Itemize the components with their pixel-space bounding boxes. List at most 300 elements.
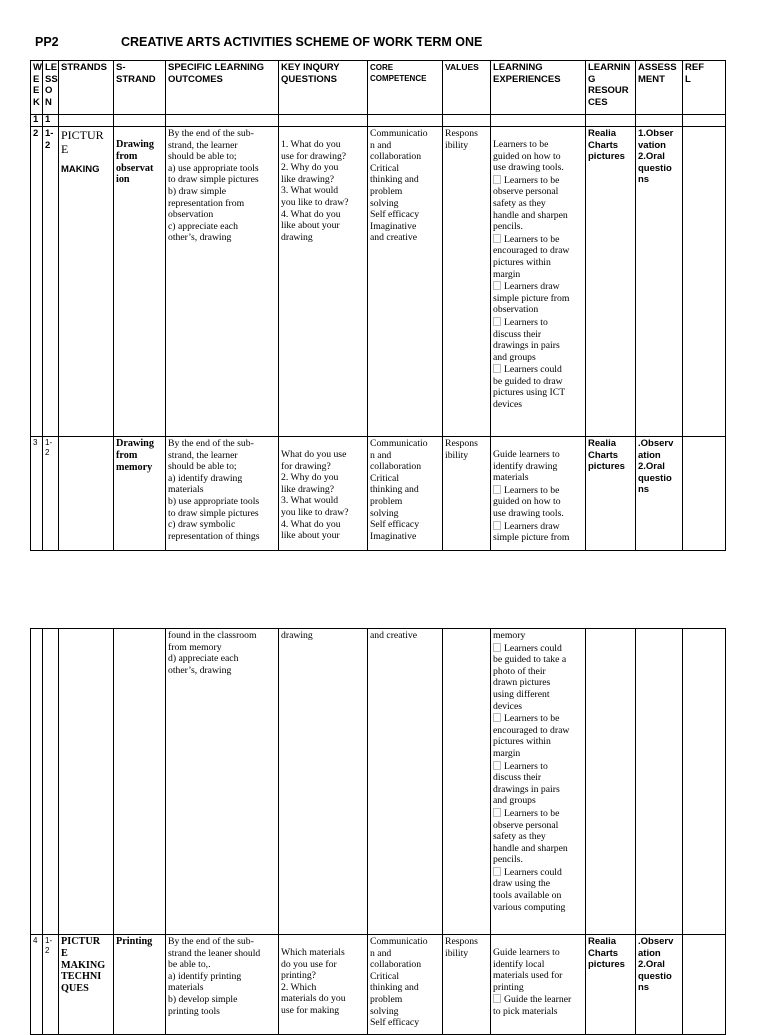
inquiry-questions [279,437,368,551]
bullet-box-icon [493,761,501,770]
text-line: collaboration [370,959,422,971]
text-line: EXPERIENCES [493,73,561,85]
text-line: strand, the learner [168,139,238,151]
core-competence [368,127,443,437]
values [443,935,491,1035]
learning-outcomes [166,935,279,1035]
experience-item [493,234,583,280]
text-line: materials do you [281,993,346,1005]
experience-item [493,317,583,363]
experience-item [493,713,583,759]
text-line: safety as they [493,197,546,209]
text-line: ibility [445,139,469,151]
text-line: representation from [168,197,245,209]
text-line: use for making [281,1004,340,1016]
text-line: you like to draw? [281,506,349,518]
text-line: using different [493,688,550,700]
text-line: use drawing tools. [493,507,564,519]
text-line: like drawing? [281,173,334,185]
text-line: printing [493,981,524,993]
col-experiences-header [491,61,586,115]
col-assessment-header [636,61,683,115]
text-line: photo of their [493,665,546,677]
text-line: ibility [445,449,469,461]
col-outcomes-header [166,61,279,115]
text-line: LEARNIN [588,62,631,73]
text-line: be able to,. [168,959,211,971]
text-line: materials used for [493,970,563,982]
text-line: G [588,73,596,85]
week-number: 2 [31,127,43,437]
week-number: 4 [31,935,43,1035]
table-row-week-3-continued [31,629,726,935]
text-line: other’s, drawing [168,664,232,676]
text-line: Learners to be [504,713,560,725]
learning-resources [586,437,636,551]
text-line: QUES [61,983,89,995]
text-line: thinking and [370,484,419,496]
text-line: Respons [445,438,478,449]
text-line: like drawing? [281,483,334,495]
substrand-name [114,437,166,551]
text-line: 2 [45,139,51,151]
text-line: By the end of the sub- [168,438,254,449]
text-line: Communicatio [370,936,428,947]
text-line: printing? [281,970,316,982]
text-line: Learners could [504,364,562,376]
lesson-number [43,437,59,551]
text-line: By the end of the sub- [168,128,254,139]
text-line: W [33,62,42,73]
text-line: Communicatio [370,438,428,449]
text-line: Charts [588,139,619,151]
col-competence-header [368,61,443,115]
text-line: ation [638,947,661,959]
text-line: Learners to [504,316,548,328]
learning-resources [586,127,636,437]
text-line: Learners to be [504,484,560,496]
text-line: solving [370,507,399,519]
text-line: Guide learners to [493,947,560,958]
text-line: use for drawing? [281,150,347,162]
text-line: observe personal [493,186,559,198]
text-line: Guide the learner [504,994,572,1006]
experience-item [493,761,583,807]
text-line: you like to draw? [281,196,349,208]
lesson-number [43,935,59,1035]
table-row-week-2 [31,127,726,437]
strand-subtitle: MAKING [61,164,100,175]
bullet-box-icon [493,867,501,876]
text-line: Charts [588,449,619,461]
text-line: Realia [588,128,616,139]
text-line: n and [370,139,392,151]
experience-item [493,364,583,410]
strand-name [61,128,111,156]
learning-outcomes [166,629,279,935]
strand-cell [59,127,114,437]
learning-experiences [491,629,586,935]
text-line: ion [116,174,130,186]
text-line: d) appreciate each [168,653,239,665]
text-line: .Observ [638,438,674,449]
text-line: drawing [281,630,313,641]
values [443,127,491,437]
text-line: Self efficacy [370,1017,420,1029]
text-line: Printing [116,936,153,947]
substrand-name [114,935,166,1035]
substrand-name [114,127,166,437]
text-line: Learners could [504,642,562,654]
bullet-box-icon [493,485,501,494]
text-line: c) draw symbolic [168,519,236,531]
text-line: draw using the [493,878,551,890]
text-line: STRAND [116,73,156,85]
text-line: pictures within [493,736,551,748]
text-line: ns [638,982,650,993]
experience-item [493,449,583,484]
text-line: guided on how to [493,150,561,162]
grade-label: PP2 [35,35,59,49]
text-line: E [61,142,69,156]
text-line: and creative [370,630,418,641]
text-line: O [45,85,53,96]
text-line: Learners to be [504,807,560,819]
col-lesson-header [43,61,59,115]
text-line: c) appreciate each [168,220,238,232]
learning-outcomes [166,437,279,551]
text-line: a) use appropriate tools [168,162,259,174]
learning-outcomes [166,127,279,437]
table-row-week-1 [31,115,726,127]
text-line: be guided to draw [493,375,563,387]
text-line: margin [493,268,521,280]
experience-item [493,485,583,520]
text-line: memory [116,461,153,473]
text-line: Drawing [116,139,154,150]
assessment [636,127,683,437]
text-line: Imaginative [370,220,417,232]
bullet-box-icon [493,713,501,722]
text-line: PICTUR [61,936,101,947]
bullet-box-icon [493,521,501,530]
text-line: b) use appropriate tools [168,495,260,507]
text-line: By the end of the sub- [168,936,254,947]
text-line: Learners draw [504,520,560,532]
learning-experiences [491,127,586,437]
text-line: to pick materials [493,1005,558,1017]
text-line: questio [638,472,672,484]
week-number: 1 [31,115,43,127]
col-reflection-header [683,61,726,115]
text-line: vation [638,139,666,151]
text-line: 4. What do you [281,208,341,220]
text-line: Charts [588,947,619,959]
text-line: Learners to be [504,174,560,186]
text-line: 2 [45,946,50,955]
text-line: observation [493,304,539,316]
text-line: b) draw simple [168,185,227,197]
col-strands-header: STRANDS [59,61,114,115]
text-line: Self efficacy [370,209,420,221]
text-line: found in the classroom [168,630,257,641]
col-substrand-header [114,61,166,115]
text-line: SS [45,73,58,85]
text-line: thinking and [370,982,419,994]
text-line: and groups [493,351,536,363]
inquiry-questions [279,935,368,1035]
text-line: solving [370,1005,399,1017]
text-line: K [33,96,40,108]
text-line: from [116,449,138,461]
text-line: TECHNI [61,971,102,983]
col-questions-header [279,61,368,115]
text-line: should be able to; [168,461,237,473]
text-line: Imaginative [370,530,417,542]
core-competence [368,629,443,935]
experience-item [493,994,583,1017]
text-line: drawing [281,231,313,243]
scheme-table-page-1 [30,60,726,551]
experience-item [493,281,583,316]
document-title: CREATIVE ARTS ACTIVITIES SCHEME OF WORK TERM ONE [121,35,483,49]
text-line: tools available on [493,890,562,902]
text-line: Realia [588,438,616,449]
text-line: Critical [370,162,400,174]
text-line: 2.Oral [638,461,665,472]
text-line: guided on how to [493,496,561,508]
text-line: 1- [45,936,53,945]
bullet-box-icon [493,234,501,243]
text-line: pencils. [493,854,523,866]
experience-item [493,947,583,993]
text-line: encouraged to draw [493,245,570,257]
text-line: pictures [588,959,625,970]
text-line: COMPETENCE [370,74,427,83]
bullet-box-icon [493,364,501,373]
text-line: should be able to; [168,151,237,163]
assessment [636,437,683,551]
text-line: materials [493,472,529,484]
text-line: Communicatio [370,128,428,139]
text-line: Learners could [504,866,562,878]
inquiry-questions [279,629,368,935]
experience-item [493,867,583,913]
text-line: Respons [445,936,478,947]
text-line: like about your [281,530,340,542]
text-line: Learners draw [504,281,560,293]
text-line: 2. Why do you [281,472,339,484]
text-line: ns [638,484,650,495]
text-line: solving [370,197,399,209]
assessment [636,935,683,1035]
text-line: simple picture from [493,532,570,544]
text-line: pictures within [493,256,551,268]
experience-item [493,808,583,866]
text-line: 2. Which [281,981,317,993]
text-line: representation of things [168,530,260,542]
text-line: simple picture from [493,292,570,304]
bullet-box-icon [493,994,501,1003]
text-line: and creative [370,232,418,244]
col-values-header: VALUES [443,61,491,115]
text-line: 3. What would [281,495,339,507]
experience-item [493,175,583,233]
text-line: a) identify drawing [168,472,243,484]
core-competence [368,437,443,551]
text-line: drawn pictures [493,677,551,689]
text-line: margin [493,747,521,759]
text-line: devices [493,399,523,411]
text-line: S- [116,62,126,73]
text-line: ation [638,449,661,461]
text-line: E [33,85,40,96]
lesson-number: 1 [43,115,59,127]
text-line: 1- [45,438,53,447]
text-line: printing tools [168,1005,220,1017]
text-line: What do you use [281,449,347,460]
text-line: collaboration [370,151,422,163]
text-line: to draw simple pictures [168,174,259,186]
text-line: thinking and [370,174,419,186]
text-line: 1- [45,128,54,139]
text-line: use drawing tools. [493,162,564,174]
bullet-box-icon [493,175,501,184]
text-line: ibility [445,947,469,959]
text-line: devices [493,700,523,712]
text-line: pictures using ICT [493,387,566,399]
text-line: SPECIFIC LEARNING [168,62,265,73]
text-line: encouraged to draw [493,724,570,736]
text-line: Self efficacy [370,519,420,531]
text-line: drawings in pairs [493,783,560,795]
experience-item [493,139,583,174]
text-line: strand the leaner should [168,947,261,959]
text-line: a) identify printing [168,970,242,982]
values [443,437,491,551]
text-line: n and [370,449,392,461]
experience-item [493,630,583,642]
scheme-table-page-2 [30,628,726,1035]
text-line: handle and sharpen [493,209,568,221]
text-line: PICTUR [61,128,104,142]
text-line: problem [370,993,403,1005]
text-line: Learners to be [504,233,560,245]
text-line: observat [116,162,154,174]
text-line: LEARNING [493,62,543,73]
col-week-header [31,61,43,115]
text-line: CORE [370,63,394,72]
bullet-box-icon [493,317,501,326]
text-line: from [116,150,138,162]
text-line: other’s, drawing [168,232,232,244]
bullet-box-icon [493,281,501,290]
text-line: various computing [493,901,566,913]
text-line: RESOUR [588,85,629,96]
table-header-row [31,61,726,115]
text-line: questio [638,970,672,982]
text-line: L [685,73,691,85]
text-line: ASSESS [638,62,677,73]
lesson-number [43,127,59,437]
text-line: discuss their [493,772,542,784]
text-line: and groups [493,795,536,807]
text-line: 1. What do you [281,139,341,150]
text-line: to draw simple pictures [168,507,259,519]
text-line: discuss their [493,328,542,340]
text-line: Learners to [504,760,548,772]
text-line: drawings in pairs [493,340,560,352]
text-line: MAKING [61,959,106,971]
text-line: 2.Oral [638,151,665,162]
text-line: do you use for [281,958,337,970]
text-line: b) develop simple [168,993,238,1005]
text-line: safety as they [493,831,546,843]
text-line: collaboration [370,461,422,473]
text-line: handle and sharpen [493,842,568,854]
text-line: observe personal [493,819,559,831]
learning-experiences [491,437,586,551]
text-line: Which materials [281,947,345,958]
experience-item [493,643,583,713]
bullet-box-icon [493,643,501,652]
text-line: pictures [588,151,625,162]
text-line: LE [45,62,58,73]
text-line: MENT [638,73,665,85]
text-line: for drawing? [281,460,331,472]
text-line: CES [588,96,608,108]
reflection [683,935,726,1035]
text-line: questio [638,162,672,174]
text-line: ns [638,174,650,185]
text-line: materials [168,484,204,496]
text-line: identify drawing [493,460,558,472]
learning-resources [586,935,636,1035]
core-competence [368,935,443,1035]
text-line: from memory [168,641,222,653]
text-line: 4. What do you [281,518,341,530]
text-line: memory [493,630,526,641]
reflection [683,127,726,437]
text-line: materials [168,982,204,994]
text-line: strand, the learner [168,449,238,461]
text-line: E [33,73,40,85]
text-line: .Observ [638,936,674,947]
text-line: observation [168,209,214,221]
strand-name [59,935,114,1035]
text-line: Respons [445,128,478,139]
text-line: problem [370,495,403,507]
text-line: Drawing [116,438,154,449]
bullet-box-icon [493,808,501,817]
text-line: pictures [588,461,625,472]
learning-experiences [491,935,586,1035]
text-line: Learners to be [493,139,549,150]
text-line: 2. Why do you [281,162,339,174]
text-line: n and [370,947,392,959]
text-line: identify local [493,958,545,970]
text-line: REF [685,62,704,73]
text-line: 1.Obser [638,128,674,139]
table-row-week-4 [31,935,726,1035]
text-line: problem [370,185,403,197]
text-line: pencils. [493,221,523,233]
text-line: KEY INQURY [281,62,340,73]
col-resources-header [586,61,636,115]
reflection [683,437,726,551]
text-line: Guide learners to [493,449,560,460]
week-number: 3 [31,437,43,551]
